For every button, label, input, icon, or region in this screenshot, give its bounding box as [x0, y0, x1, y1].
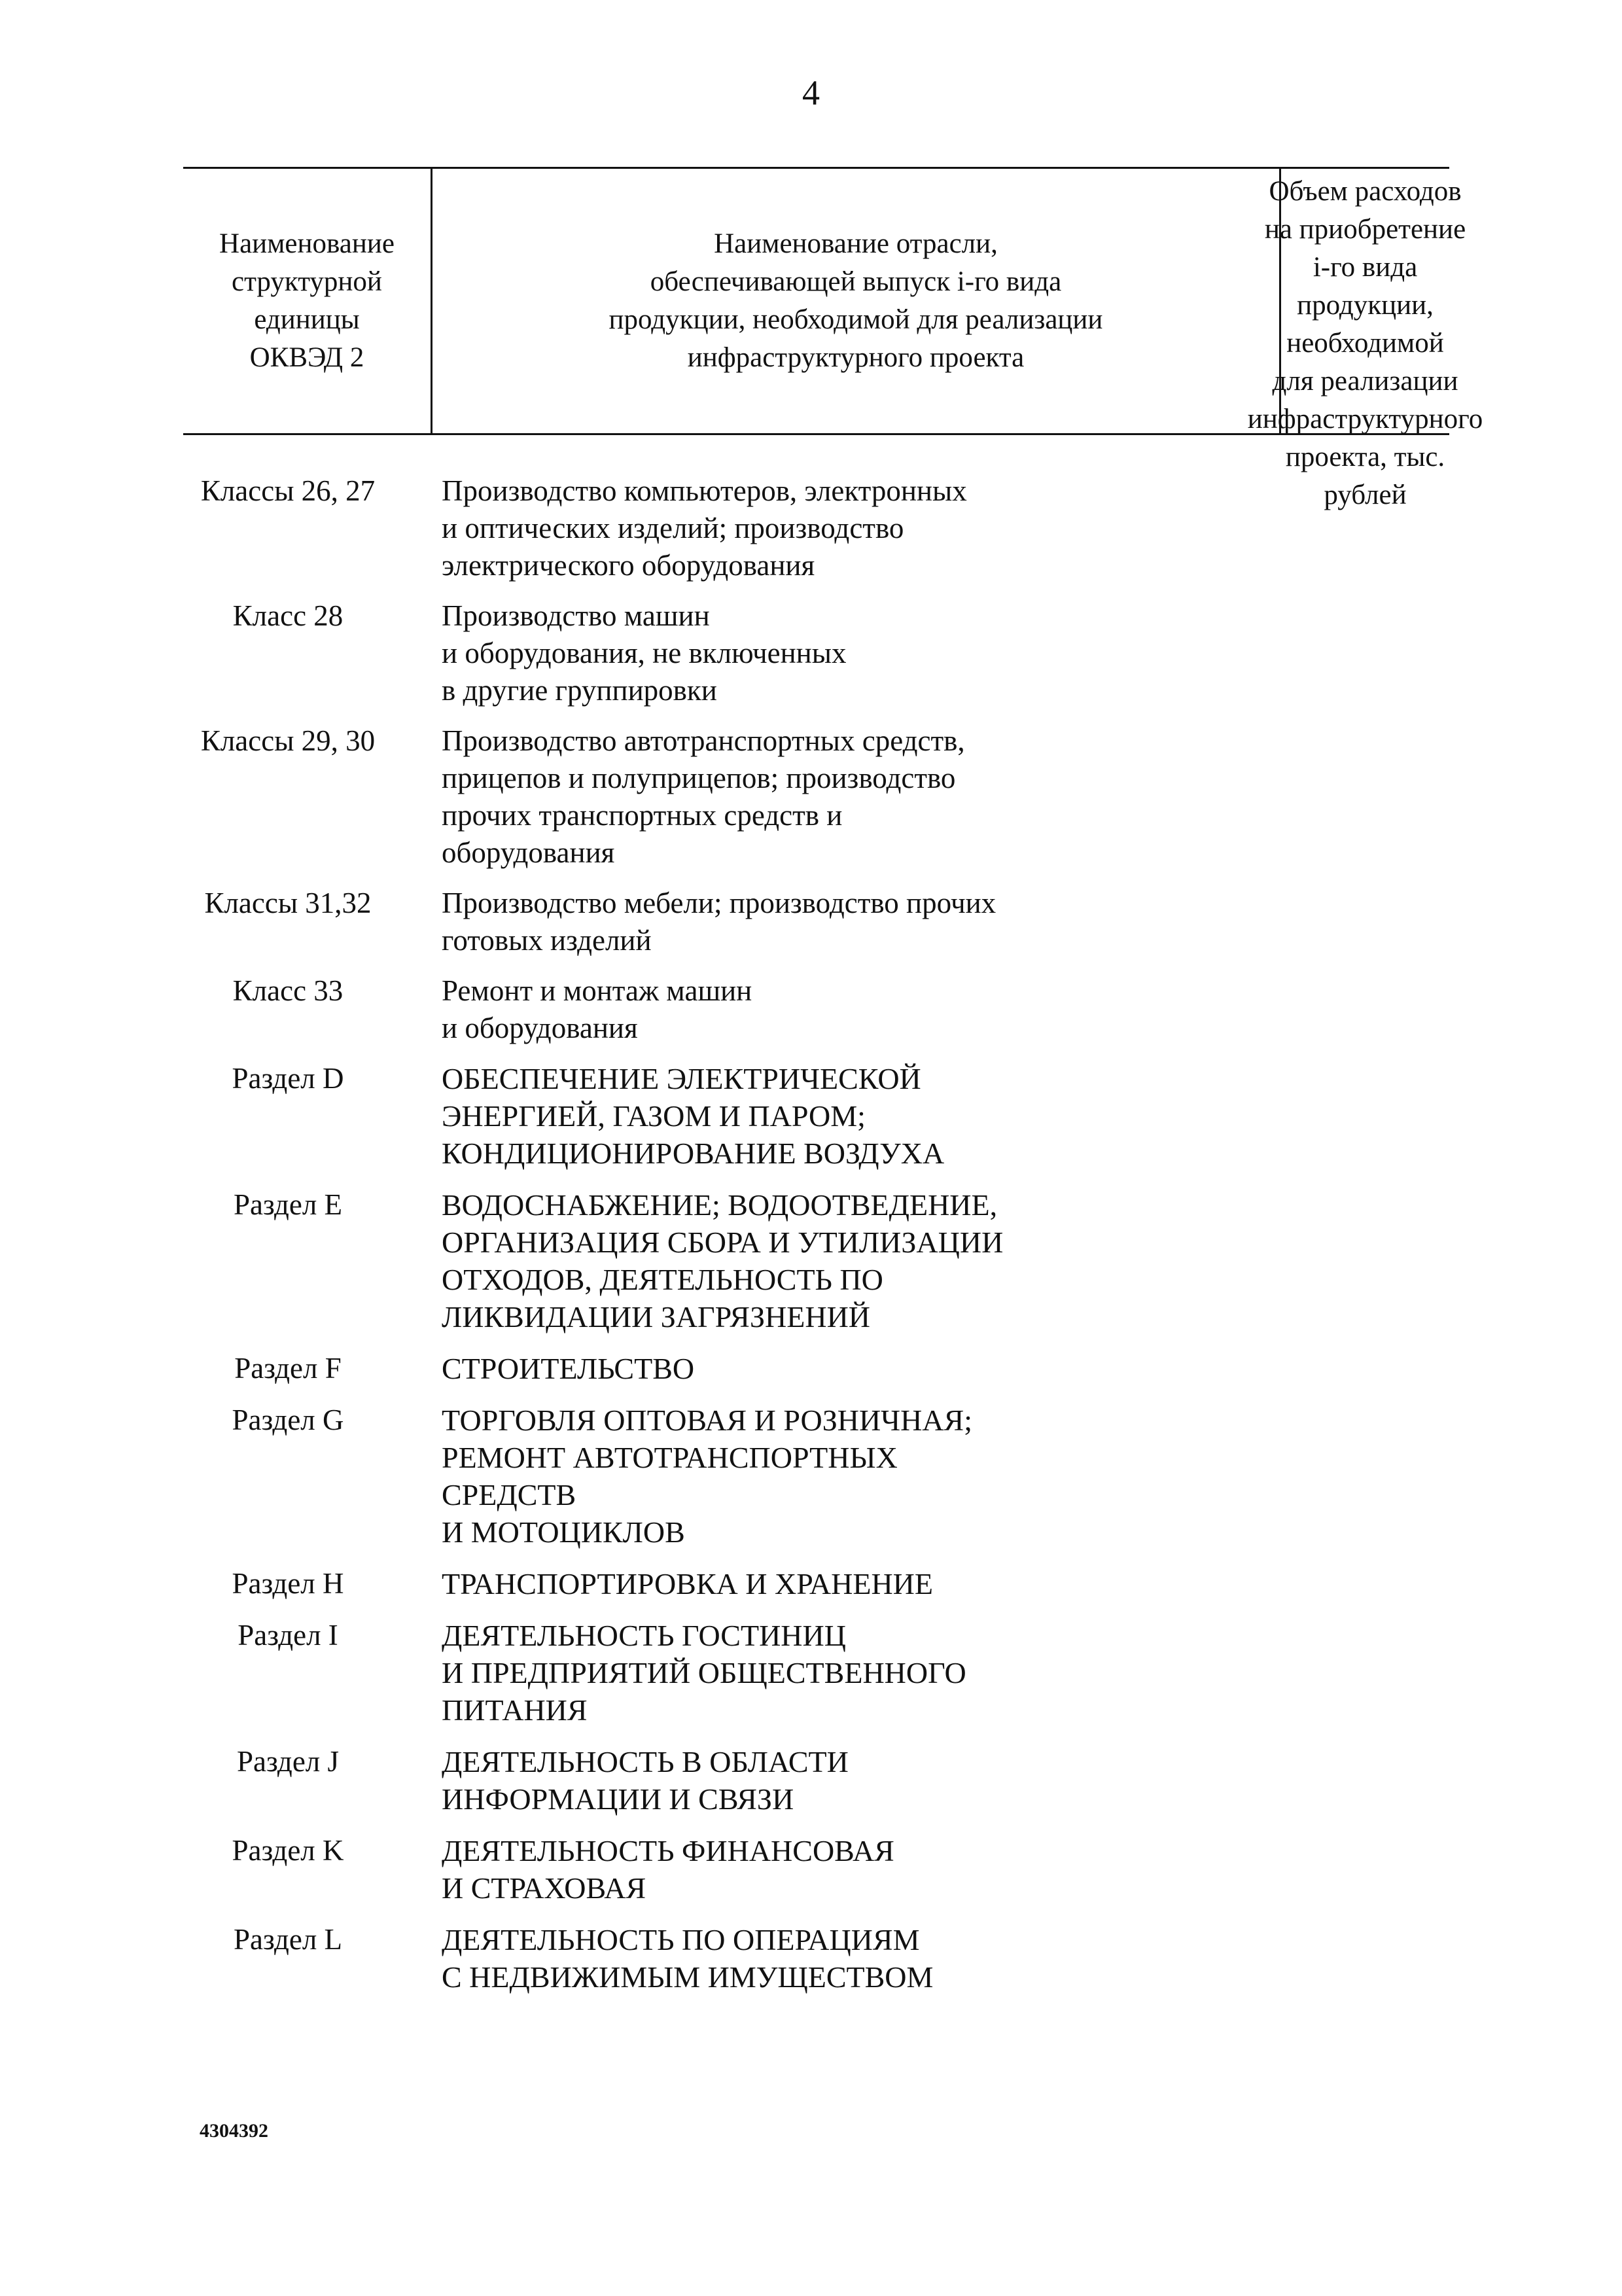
table-row [170, 1921, 1086, 1996]
header-expense-volume [1247, 169, 1483, 510]
table-row [170, 1565, 1086, 1602]
table-row [170, 972, 1086, 1047]
row-code: Классы 31,32 [204, 887, 372, 919]
table-row [170, 1743, 1086, 1818]
row-name: ТОРГОВЛЯ ОПТОВАЯ И РОЗНИЧНАЯ; РЕМОНТ АВТОТРАНСПОРТНЫХ СРЕДСТВ И МОТОЦИКЛОВ [442, 1404, 972, 1549]
row-code: Класс 28 [232, 599, 344, 632]
row-code: Раздел G [232, 1404, 344, 1436]
row-code: Раздел J [236, 1745, 340, 1778]
table-row [170, 1350, 1086, 1387]
row-name: ТРАНСПОРТИРОВКА И ХРАНЕНИЕ [442, 1567, 933, 1600]
row-name: Производство автотранспортных средств, прицепов и полуприцепов; производство прочих транспортных средств и оборудования [442, 724, 965, 869]
row-code: Раздел F [234, 1352, 342, 1385]
row-name: ДЕЯТЕЛЬНОСТЬ ФИНАНСОВАЯ И СТРАХОВАЯ [442, 1834, 894, 1905]
row-name: ВОДОСНАБЖЕНИЕ; ВОДООТВЕДЕНИЕ, ОРГАНИЗАЦИЯ СБОРА И УТИЛИЗАЦИИ ОТХОДОВ, ДЕЯТЕЛЬНОСТЬ ПО ЛИКВИДАЦИИ ЗАГРЯЗНЕНИЙ [442, 1188, 1004, 1333]
row-code: Раздел K [232, 1834, 344, 1867]
header-okved-unit [183, 169, 431, 433]
table-row [170, 722, 1086, 872]
row-code: Классы 26, 27 [200, 474, 376, 507]
document-id: 4304392 [200, 2120, 268, 2142]
page-number: 4 [802, 73, 820, 113]
table-body [170, 472, 1086, 1996]
row-code: Классы 29, 30 [200, 724, 376, 757]
header-okved-unit-label: Наименование структурной единицы ОКВЭД 2 [219, 228, 395, 373]
row-code: Раздел L [233, 1923, 343, 1956]
row-code: Раздел E [233, 1188, 343, 1221]
row-name: Ремонт и монтаж машин и оборудования [442, 974, 752, 1044]
row-name: ДЕЯТЕЛЬНОСТЬ ПО ОПЕРАЦИЯМ С НЕДВИЖИМЫМ ИМУЩЕСТВОМ [442, 1923, 934, 1994]
row-name: Производство машин и оборудования, не включенных в другие группировки [442, 599, 847, 707]
table-row [170, 885, 1086, 959]
table-row [170, 1402, 1086, 1551]
table-row [170, 472, 1086, 584]
row-code: Раздел D [232, 1062, 344, 1095]
row-code: Раздел H [232, 1567, 344, 1600]
row-name: ОБЕСПЕЧЕНИЕ ЭЛЕКТРИЧЕСКОЙ ЭНЕРГИЕЙ, ГАЗОМ И ПАРОМ; КОНДИЦИОНИРОВАНИЕ ВОЗДУХА [442, 1062, 945, 1170]
row-name: Производство компьютеров, электронных и оптических изделий; производство электрического оборудования [442, 474, 967, 582]
row-name: ДЕЯТЕЛЬНОСТЬ ГОСТИНИЦ И ПРЕДПРИЯТИЙ ОБЩЕСТВЕННОГО ПИТАНИЯ [442, 1619, 966, 1727]
header-expense-volume-label: Объем расходов на приобретение i-го вида продукции, необходимой для реализации инфраструктурного проекта, тыс. рублей [1247, 176, 1483, 510]
row-name: СТРОИТЕЛЬСТВО [442, 1352, 695, 1385]
table-row [170, 1060, 1086, 1172]
row-name: Производство мебели; производство прочих готовых изделий [442, 887, 996, 957]
row-code: Раздел I [238, 1619, 338, 1651]
table-row [170, 1186, 1086, 1335]
row-name: ДЕЯТЕЛЬНОСТЬ В ОБЛАСТИ ИНФОРМАЦИИ И СВЯЗИ [442, 1745, 849, 1816]
table-row [170, 1617, 1086, 1729]
header-industry-name [431, 169, 1281, 433]
row-code: Класс 33 [232, 974, 344, 1007]
table-row [170, 597, 1086, 709]
table-row [170, 1832, 1086, 1907]
header-industry-name-label: Наименование отрасли, обеспечивающей выпуск i-го вида продукции, необходимой для реализации инфраструктурного проекта [608, 228, 1103, 373]
